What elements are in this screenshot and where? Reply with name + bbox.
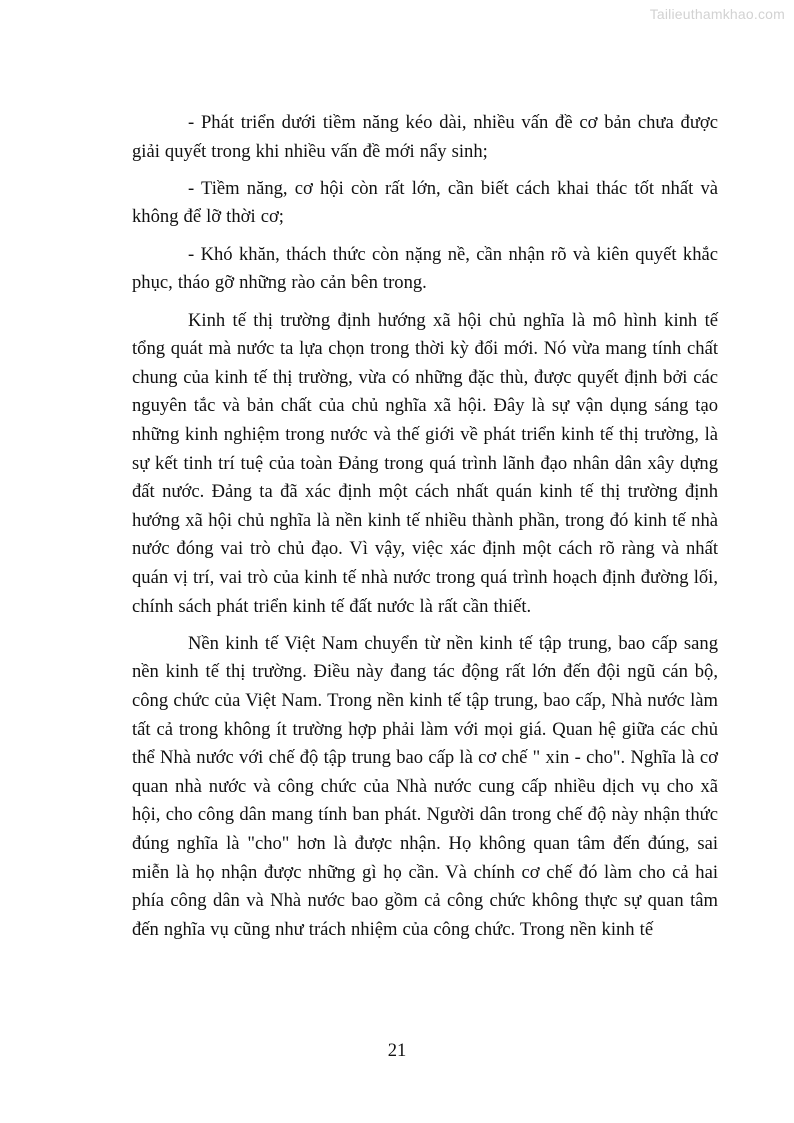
body-paragraph-vietnam-economy: Nền kinh tế Việt Nam chuyển từ nền kinh tế tập trung, bao cấp sang nền kinh tế thị trường. Điều này đang tác động rất lớn đến đội ngũ cán bộ, công chức của Việt Nam. Trong nền kinh tế tập trung, bao cấp, Nhà nước làm tất cả trong không ít trường hợp phải làm với mọi giá. Quan hệ giữa các chủ thể Nhà nước với chế độ tập trung bao cấp là cơ chế " xin - cho". Nghĩa là cơ quan nhà nước và công chức của Nhà nước cung cấp nhiều dịch vụ cho xã hội, cho công dân mang tính ban phát. Người dân trong chế độ này nhận thức đúng nghĩa là "cho" hơn là được nhận. Họ không quan tâm đến đúng, sai miễn là họ nhận được những gì họ cần. Và chính cơ chế đó làm cho cả hai phía công dân và Nhà nước bao gồm cả công chức không thực sự quan tâm đến nghĩa vụ cũng như trách nhiệm của công chức. Trong nền kinh tế bbox=[132, 632, 718, 940]
bullet-paragraph-2: - Tiềm năng, cơ hội còn rất lớn, cần biết cách khai thác tốt nhất và không để lỡ thời cơ; bbox=[132, 177, 718, 228]
body-paragraph-market-economy: Kinh tế thị trường định hướng xã hội chủ nghĩa là mô hình kinh tế tổng quát mà nước ta lựa chọn trong thời kỳ đổi mới. Nó vừa mang tính chất chung của kinh tế thị trường, vừa có những đặc thù, được quyết định bởi các nguyên tắc và bản chất của chủ nghĩa xã hội. Đây là sự vận dụng sáng tạo những kinh nghiệm trong nước và thế giới về phát triển kinh tế thị trường, là sự kết tinh trí tuệ của toàn Đảng trong quá trình lãnh đạo nhân dân xây dựng đất nước. Đảng ta đã xác định một cách nhất quán kinh tế thị trường định hướng xã hội chủ nghĩa là nền kinh tế nhiều thành phần, trong đó kinh tế nhà nước đóng vai trò chủ đạo. Vì vậy, việc xác định một cách rõ ràng và nhất quán vị trí, vai trò của kinh tế nhà nước trong quá trình hoạch định đường lối, chính sách phát triển kinh tế đất nước là rất cần thiết. bbox=[132, 309, 718, 617]
watermark-text: Tailieuthamkhao.com bbox=[649, 6, 785, 22]
page-number: 21 bbox=[387, 1040, 407, 1061]
document-body bbox=[132, 109, 718, 953]
bullet-paragraph-3: - Khó khăn, thách thức còn nặng nề, cần nhận rõ và kiên quyết khắc phục, tháo gỡ những rào cản bên trong. bbox=[132, 243, 718, 294]
bullet-paragraph-1: - Phát triển dưới tiềm năng kéo dài, nhiều vấn đề cơ bản chưa được giải quyết trong khi nhiều vấn đề mới nẩy sinh; bbox=[132, 112, 718, 162]
